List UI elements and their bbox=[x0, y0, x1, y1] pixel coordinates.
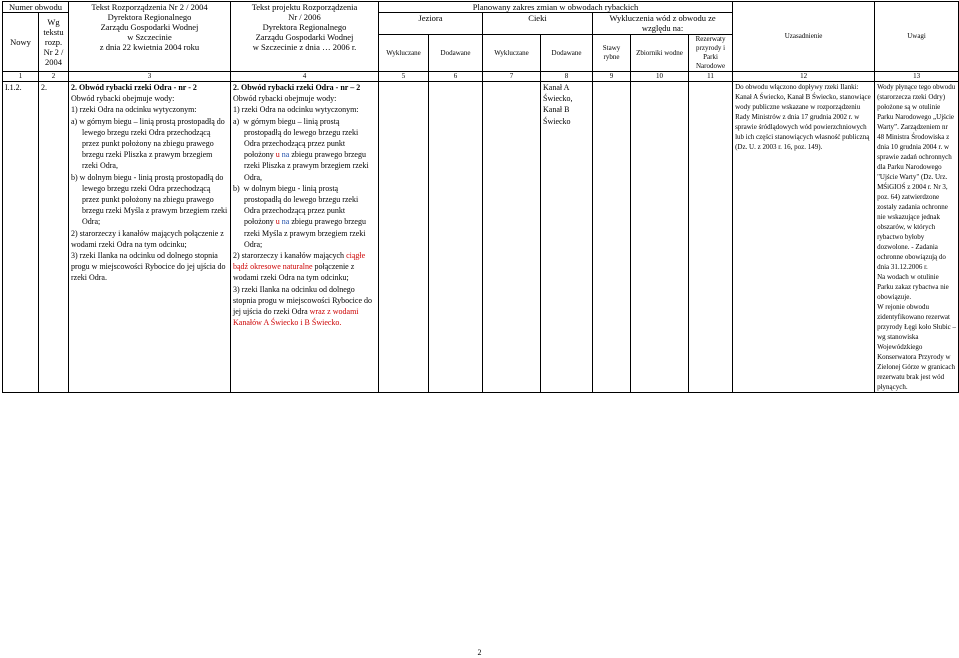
col-number: 9 bbox=[593, 72, 631, 82]
col-number: 12 bbox=[733, 72, 875, 82]
row-cieki-wykluczane bbox=[483, 82, 541, 393]
projekt-p1: Obwód rybacki obejmuje wody: bbox=[233, 94, 337, 104]
uwagi-p2: Na wodach w otulinie Parku zakaz rybactwa nie obowiązuje. bbox=[877, 273, 949, 301]
rozp-p2: 1) rzeki Odra na odcinku wytyczonym: bbox=[71, 105, 197, 115]
rozp-p4: b) w dolnym biegu - linią prostą prostopadłą do lewego brzegu rzeki Odra przechodzącą przez punkt położony na zbiegu prawego brzegu rzeki Myśla z prawym brzegiem rzeki Odra; bbox=[71, 172, 228, 227]
uwagi-p1: Wody płynące tego obwodu (starorzecza rzeki Odry) położone są w otulinie Parku Narodowego „Ujście Warty”. Zarządzeniem nr 48 Ministra Środowiska z dnia 10 grudnia 2004 r. w sprawie zadań ochronnych dla Parku Narodowego "Ujście Warty" (Dz. Urz. MŚiGIOŚ z 2004 r. Nr 3, poz. 64) zatwierdzone zostały zadania ochronne nie wskazujące jednak obszarów, w których rybactwo byłoby dozwolone. - Zadania ochronne obowiązują do dnia 31.12.2006 r. bbox=[877, 83, 956, 271]
row-wg: 2. bbox=[39, 82, 69, 393]
col-number: 1 bbox=[3, 72, 39, 82]
header-jeziora-dodawane: Dodawane bbox=[429, 35, 483, 72]
projekt-point-b: b) w dolnym biegu - linią prostą prostopadłą do lewego brzegu rzeki Odra przechodzącą przez punkt położony u na zbiegu prawego brzegu rzeki Myśla z prawym brzegiem rzeki Odra; bbox=[233, 183, 366, 249]
row-zbiorniki bbox=[631, 82, 689, 393]
rozp-title: 2. Obwód rybacki rzeki Odra - nr - 2 bbox=[71, 83, 197, 92]
col-number: 5 bbox=[379, 72, 429, 82]
projekt-title: 2. Obwód rybacki rzeki Odra - nr – 2 bbox=[233, 83, 361, 92]
col-number: 8 bbox=[541, 72, 593, 82]
rozp-p5: 2) starorzeczy i kanałów mających połączenie z wodami rzeki Odra na tym odcinku; bbox=[71, 228, 224, 249]
row-tekst-projektu bbox=[231, 82, 379, 393]
projekt-p6: 3) rzeki Ilanka na odcinku od dolnego stopnia progu w miejscowości Rybocice do jej ujścia do rzeki Odra wraz z wodami Kanałów A Świecko i B Świecko. bbox=[233, 284, 372, 328]
col-number: 4 bbox=[231, 72, 379, 82]
header-rezerwaty: Rezerwaty przyrody i Parki Narodowe bbox=[689, 35, 733, 72]
projekt-p2: 1) rzeki Odra na odcinku wytyczonym: bbox=[233, 105, 359, 115]
header-stawy: Stawy rybne bbox=[593, 35, 631, 72]
header-planowany-zakres: Planowany zakres zmian w obwodach rybackich bbox=[379, 2, 733, 13]
row-rezerwaty bbox=[689, 82, 733, 393]
header-wykluczenia: Wykluczenia wód z obwodu ze względu na: bbox=[593, 13, 733, 35]
header-zbiorniki: Zbiorniki wodne bbox=[631, 35, 689, 72]
rozp-p6: 3) rzeki Ilanka na odcinku od dolnego stopnia progu w miejscowości Rybocice do jej ujścia do rzeki Odra. bbox=[71, 251, 226, 283]
header-jeziora-wykluczane: Wykluczane bbox=[379, 35, 429, 72]
row-cieki-dodawane: Kanał A Świecko, Kanał B Świecko bbox=[541, 82, 593, 393]
row-jeziora-dodawane bbox=[429, 82, 483, 393]
col-number: 6 bbox=[429, 72, 483, 82]
col-number: 11 bbox=[689, 72, 733, 82]
col-number: 2 bbox=[39, 72, 69, 82]
uwagi-p3: W rejonie obwodu zidentyfikowano rezerwat przyrody Łęgi koło Słubic – wg stanowiska Wojewódzkiego Konserwatora Przyrody w Zielonej Górze w granicach rezerwatu brak jest wód płynących. bbox=[877, 303, 956, 391]
header-tekst-rozporzadzenia: Tekst Rozporządzenia Nr 2 / 2004 Dyrektora Regionalnego Zarządu Gospodarki Wodnej w Szczecinie z dnia 22 kwietnia 2004 roku bbox=[69, 2, 231, 72]
header-nowy: Nowy bbox=[3, 13, 39, 72]
header-uwagi: Uwagi bbox=[875, 2, 959, 72]
page-number: 2 bbox=[477, 648, 482, 657]
row-jeziora-wykluczane bbox=[379, 82, 429, 393]
header-cieki-dodawane: Dodawane bbox=[541, 35, 593, 72]
col-number: 7 bbox=[483, 72, 541, 82]
header-tekst-projektu: Tekst projektu Rozporządzenia Nr / 2006 Dyrektora Regionalnego Zarządu Gospodarki Wodnej w Szczecinie z dnia … 2006 r. bbox=[231, 2, 379, 72]
row-stawy bbox=[593, 82, 631, 393]
header-cieki-wykluczane: Wykluczane bbox=[483, 35, 541, 72]
header-jeziora: Jeziora bbox=[379, 13, 483, 35]
header-cieki: Cieki bbox=[483, 13, 593, 35]
col-number: 3 bbox=[69, 72, 231, 82]
col-number: 13 bbox=[875, 72, 959, 82]
projekt-point-a: a) w górnym biegu – linią prostą prostopadłą do lewego brzegu rzeki Odra przechodzącą przez punkt położony u na zbiegu prawego brzegu rzeki Pliszka z prawym brzegiem rzeki Odra, bbox=[233, 116, 369, 182]
projekt-p5: 2) starorzeczy i kanałów mających ciągłe bądź okresowe naturalne połączenie z wodami rzeki Odra na tym odcinku; bbox=[233, 251, 366, 283]
header-wg-tekstu: Wg tekstu rozp. Nr 2 / 2004 bbox=[39, 13, 69, 72]
header-uzasadnienie: Uzasadnienie bbox=[733, 2, 875, 72]
col-number: 10 bbox=[631, 72, 689, 82]
rozp-p1: Obwód rybacki obejmuje wody: bbox=[71, 94, 175, 104]
row-uwagi bbox=[875, 82, 959, 393]
row-uzasadnienie: Do obwodu włączono dopływy rzeki Ilanki: Kanał A Świecko, Kanał B Świecko, stanowiące wody publiczne wskazane w rozporządzeniu Rady Ministrów z dnia 17 grudnia 2002 r. w sprawie śródlądowych wód powierzchniowych lub ich części stanowiących własność publiczną (Dz. U. z 2003 r. 16, poz. 149). bbox=[733, 82, 875, 393]
header-numer-obwodu: Numer obwodu bbox=[3, 2, 69, 13]
row-tekst-rozporzadzenia bbox=[69, 82, 231, 393]
row-nowy: I.1.2. bbox=[3, 82, 39, 393]
changes-table bbox=[2, 1, 959, 393]
rozp-p3: a) w górnym biegu – linią prostą prostopadłą do lewego brzegu rzeki Odra przechodzącą przez punkt położony na zbiegu prawego brzegu rzeki Pliszka z prawym brzegiem rzeki Odra, bbox=[71, 116, 225, 171]
